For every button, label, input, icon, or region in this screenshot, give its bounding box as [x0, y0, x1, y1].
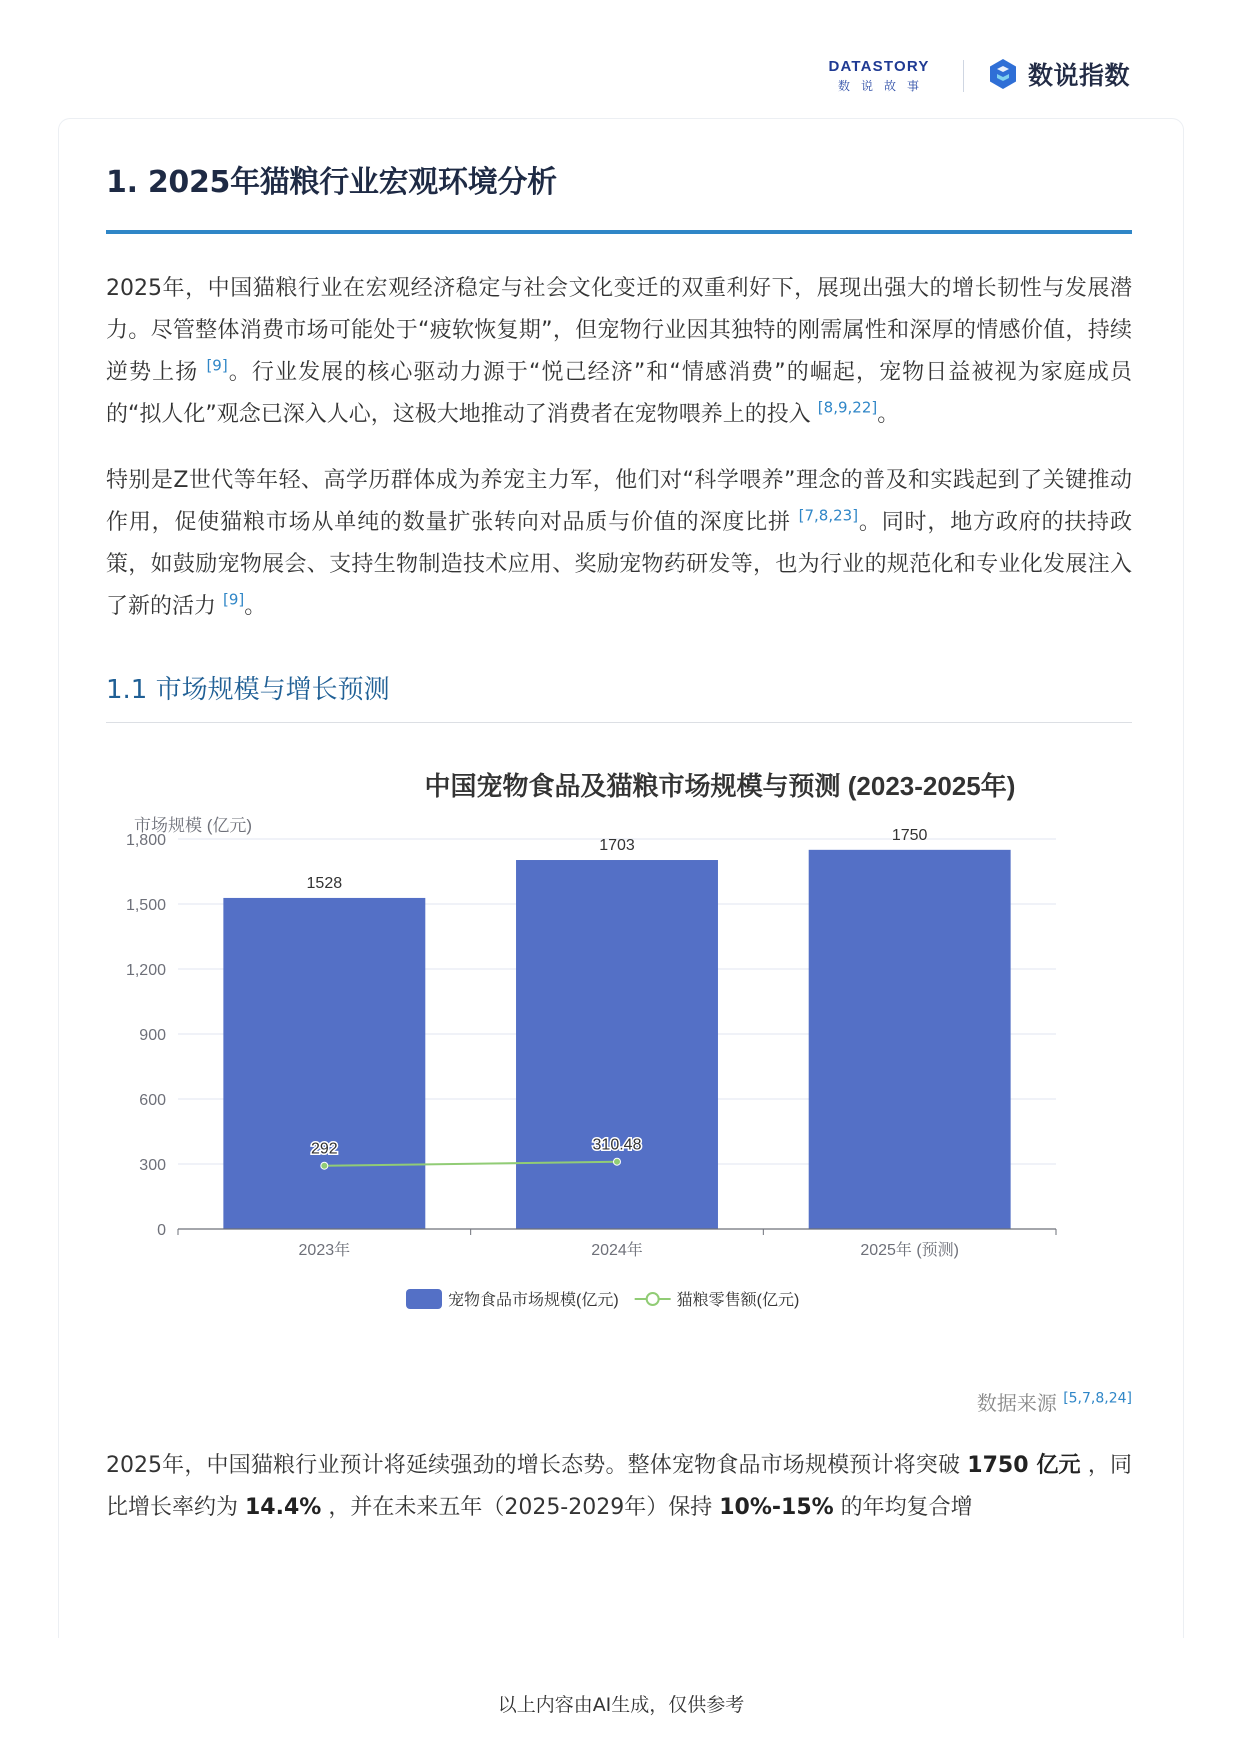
datastory-logo-cn: 数说故事 — [837, 79, 930, 93]
brand-logo — [986, 56, 1130, 92]
y-tick-label: 1,800 — [125, 832, 166, 849]
datastory-logo-en: DATASTORY — [828, 58, 930, 75]
bar[interactable] — [516, 860, 718, 1229]
line-value-label: 292 — [310, 1140, 338, 1158]
y-tick-label: 1,500 — [125, 897, 166, 914]
paragraph-2 — [106, 460, 1132, 628]
chart-svg — [106, 743, 1236, 1383]
legend-line-marker[interactable] — [647, 1293, 659, 1305]
citation-link[interactable]: [9] — [206, 356, 228, 375]
citation-link[interactable]: [7,8,23] — [798, 506, 859, 525]
highlight-cagr: 10%-15% — [719, 1495, 834, 1520]
page-header — [0, 52, 1242, 102]
chart-y-axis-label: 市场规模 (亿元) — [134, 816, 253, 835]
paragraph-1-text-a: 2025年，中国猫粮行业在宏观经济稳定与社会文化变迁的双重利好下，展现出强大的增长韧性与发展潜力。尽管整体消费市场可能处于“疲软恢复期”，但宠物行业因其独特的刚需属性和深厚的情感价值，持续逆势上扬 — [106, 276, 1132, 385]
bar-value-label: 1703 — [599, 837, 635, 855]
ai-disclaimer: 以上内容由AI生成，仅供参考 — [497, 1694, 745, 1716]
x-tick-label: 2023年 — [298, 1242, 351, 1259]
highlight-market-size: 1750 亿元 — [967, 1453, 1081, 1478]
legend-bar-swatch[interactable] — [406, 1289, 442, 1309]
section-title-underline — [106, 230, 1132, 234]
y-tick-label: 900 — [139, 1027, 166, 1044]
chart-legend[interactable] — [406, 1289, 799, 1309]
bar-value-label: 1528 — [306, 874, 343, 892]
bar-value-label: 1750 — [891, 826, 928, 844]
citation-link[interactable]: [5,7,8,24] — [1063, 1390, 1132, 1407]
paragraph-3-text-a: 2025年，中国猫粮行业预计将延续强劲的增长态势。整体宠物食品市场规模预计将突破 — [106, 1453, 968, 1478]
article-content — [106, 160, 1132, 1529]
paragraph-3-text-d: 的年均复合增 — [833, 1495, 973, 1520]
paragraph-1-text-b: 。行业发展的核心驱动力源于“悦己经济”和“情感消费”的崛起，宠物日益被视为家庭成员的“拟人化”观念已深入人心，这极大地推动了消费者在宠物喂养上的投入 — [106, 360, 1133, 427]
data-source — [106, 1387, 1132, 1423]
citation-link[interactable]: [8,9,22] — [817, 398, 878, 417]
y-tick-label: 1,200 — [125, 962, 166, 979]
line-value-label: 310.48 — [592, 1136, 642, 1154]
paragraph-2-text-a: 特别是Z世代等年轻、高学历群体成为养宠主力军，他们对“科学喂养”理念的普及和实践起到了关键推动作用，促使猫粮市场从单纯的数量扩张转向对品质与价值的深度比拼 — [106, 468, 1132, 535]
data-source-label: 数据来源 — [976, 1391, 1064, 1415]
bar[interactable] — [809, 850, 1011, 1229]
paragraph-1-text-c: 。 — [877, 402, 900, 427]
paragraph-1 — [106, 268, 1132, 436]
legend-line-label[interactable]: 猫粮零售额(亿元) — [676, 1292, 800, 1309]
x-tick-label: 2025年 (预测) — [860, 1242, 960, 1259]
subsection-divider — [106, 722, 1132, 723]
paragraph-2-text-b: 。同时，地方政府的扶持政策，如鼓励宠物展会、支持生物制造技术应用、奖励宠物药研发等，也为行业的规范化和专业化发展注入了新的活力 — [106, 510, 1132, 619]
x-tick-label: 2024年 — [591, 1242, 643, 1259]
y-tick-label: 0 — [157, 1222, 166, 1239]
paragraph-2-text-c: 。 — [244, 594, 267, 619]
paragraph-3-text-c: ，并在未来五年（2025-2029年）保持 — [321, 1495, 720, 1520]
subsection-title: 1.1 市场规模与增长预测 — [106, 675, 390, 705]
chart-title: 中国宠物食品及猫粮市场规模与预测 (2023-2025年) — [424, 771, 1016, 801]
brand-name: 数说指数 — [1028, 61, 1131, 90]
chart-bars — [223, 850, 1010, 1229]
line-point[interactable] — [321, 1162, 328, 1169]
paragraph-3 — [106, 1445, 1132, 1529]
paragraph-3-text-b: ，同比增长率约为 — [106, 1453, 1132, 1520]
brand-hexagon-icon — [986, 57, 1020, 91]
header-divider — [963, 60, 964, 92]
citation-link[interactable]: [9] — [223, 590, 245, 609]
legend-bar-label[interactable]: 宠物食品市场规模(亿元) — [448, 1292, 619, 1309]
section-title: 1. 2025年猫粮行业宏观环境分析 — [106, 165, 557, 200]
market-size-chart — [106, 743, 1236, 1383]
datastory-logo — [818, 58, 940, 94]
line-point[interactable] — [614, 1158, 621, 1165]
y-tick-label: 600 — [139, 1092, 166, 1109]
bar[interactable] — [223, 898, 425, 1229]
highlight-growth-rate: 14.4% — [245, 1495, 322, 1520]
y-tick-label: 300 — [139, 1157, 166, 1174]
